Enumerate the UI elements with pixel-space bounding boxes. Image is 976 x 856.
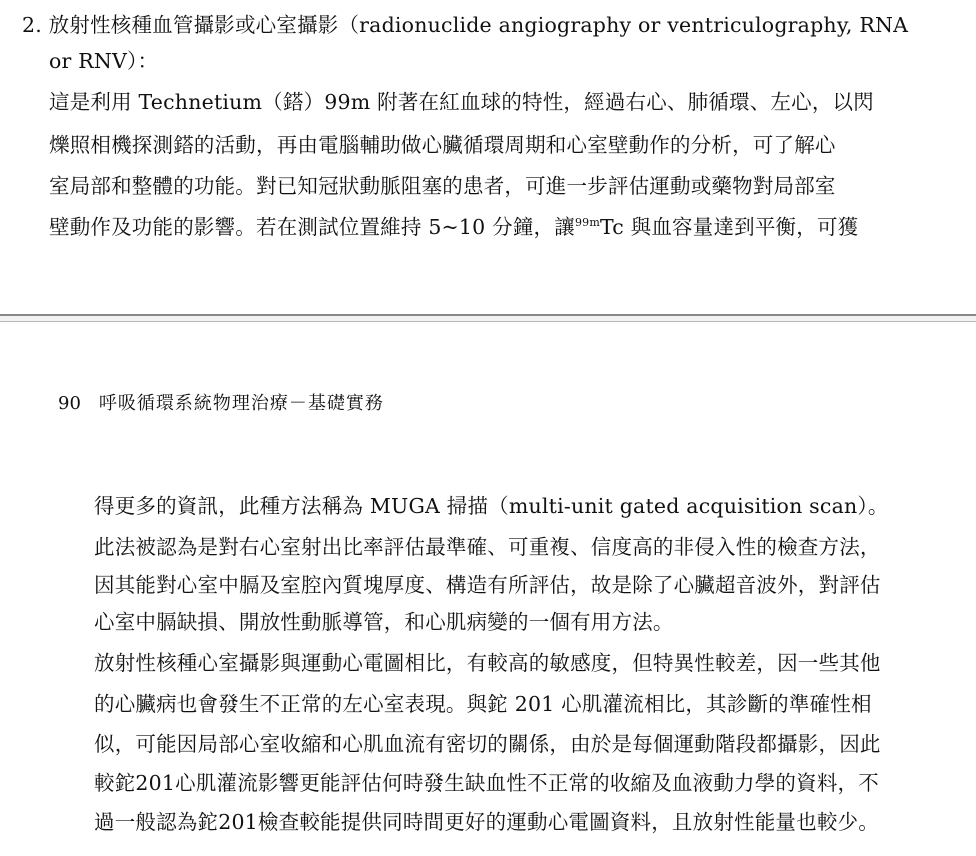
- paragraph-text: Tc 與血容量達到平衡，可獲: [599, 215, 859, 239]
- page-number: 90: [58, 393, 81, 414]
- section-heading-continuation: or RNV）：: [49, 49, 159, 73]
- paragraph-line: 較鉈201心肌灌流影響更能評估何時發生缺血性不正常的收縮及血液動力學的資料，不: [94, 771, 879, 795]
- book-title: 呼吸循環系統物理治療－基礎實務: [98, 393, 384, 414]
- paragraph-line: 放射性核種心室攝影與運動心電圖相比，有較高的敏感度，但特異性較差，因一些其他: [94, 651, 881, 675]
- page-divider: [0, 314, 976, 322]
- paragraph-line: 因其能對心室中膈及室腔內質塊厚度、構造有所評估，故是除了心臟超音波外，對評估: [94, 573, 881, 597]
- paragraph-line: 此法被認為是對右心室射出比率評估最準確、可重複、信度高的非侵入性的檢查方法，: [94, 535, 881, 559]
- paragraph-line: 的心臟病也會發生不正常的左心室表現。與鉈 201 心肌灌流相比，其診斷的準確性相: [94, 692, 872, 716]
- paragraph-line: 爍照相機探測鎝的活動，再由電腦輔助做心臟循環周期和心室壁動作的分析，可了解心: [49, 133, 836, 157]
- paragraph-line: 室局部和整體的功能。對已知冠狀動脈阻塞的患者，可進一步評估運動或藥物對局部室: [49, 174, 836, 198]
- paragraph-line: 得更多的資訊，此種方法稱為 MUGA 掃描（multi-unit gated acquisition scan）。: [94, 494, 889, 518]
- paragraph-line: 過一般認為鉈201檢查較能提供同時間更好的運動心電圖資料，且放射性能量也較少。: [94, 810, 879, 834]
- paragraph-text: 壁動作及功能的影響。若在測試位置維持 5~10 分鐘，讓: [49, 215, 575, 239]
- previous-page-fragment: [0, 0, 976, 312]
- page-header: [58, 392, 384, 416]
- paragraph-line: 這是利用 Technetium（鎝）99m 附著在紅血球的特性，經過右心、肺循環、左心，以閃: [49, 90, 874, 114]
- paragraph-line: [49, 213, 858, 241]
- paragraph-line: 心室中膈缺損、開放性動脈導管，和心肌病變的一個有用方法。: [94, 610, 674, 634]
- isotope-superscript: 99m: [574, 216, 600, 230]
- section-heading: 2. 放射性核種血管攝影或心室攝影（radionuclide angiography or ventriculography, RNA: [22, 13, 909, 37]
- paragraph-line: 似，可能因局部心室收縮和心肌血流有密切的關係，由於是每個運動階段都攝影，因此: [94, 732, 881, 756]
